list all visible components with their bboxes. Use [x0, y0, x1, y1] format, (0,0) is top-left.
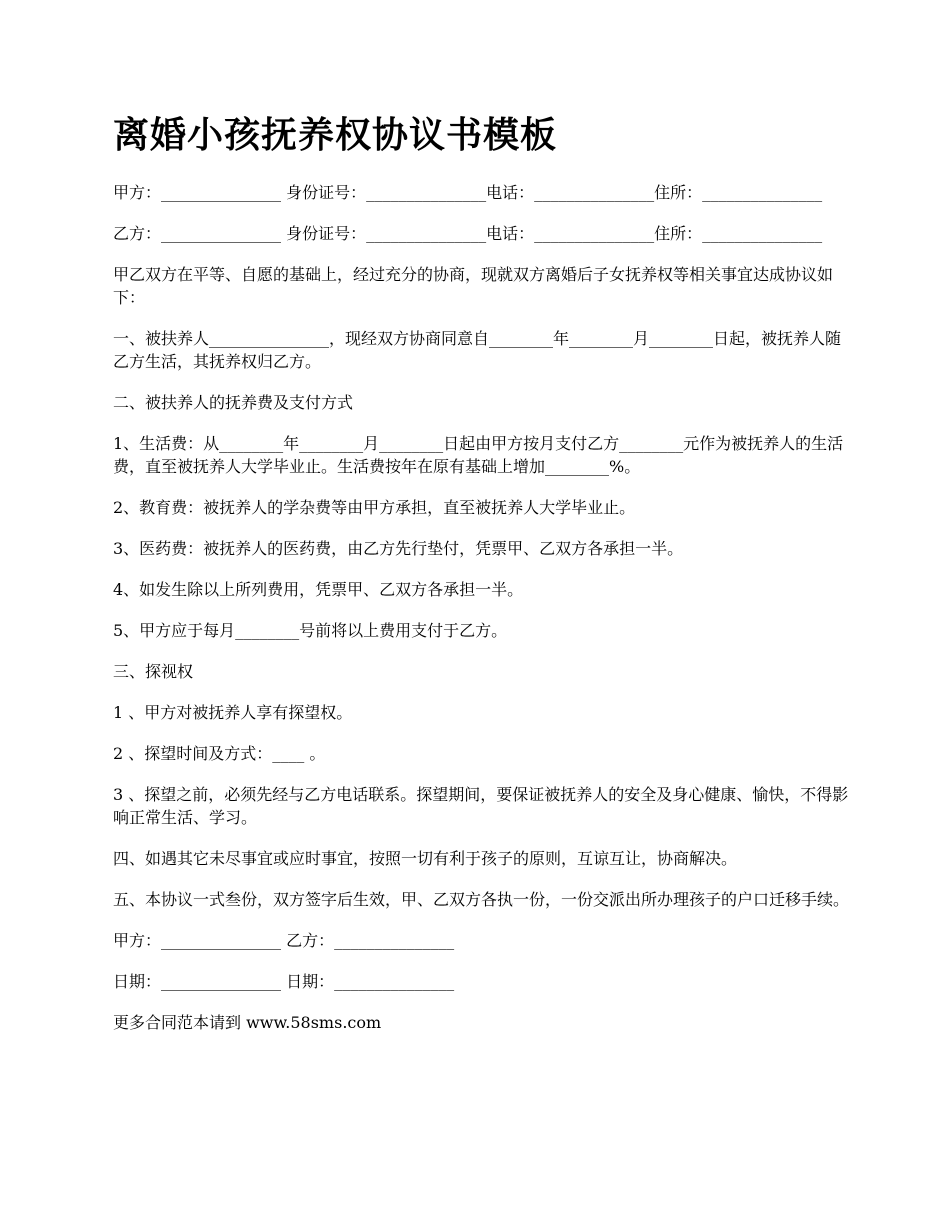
clause-1-custody: 一、被扶养人_______________，现经双方协商同意自________年________月________日起，被抚养人随乙方生活，其抚养权归乙方。 — [113, 329, 842, 371]
date-line: 日期：_______________ 日期：_______________ — [113, 972, 455, 991]
clause-3-2-visit-time: 2 、探望时间及方式：____ 。 — [113, 744, 326, 763]
document-title: 离婚小孩抚养权协议书模板 — [113, 115, 558, 156]
party-b-info: 乙方：_______________ 身份证号：_______________电话：_______________住所：_______________ — [113, 224, 823, 243]
signature-line: 甲方：_______________ 乙方：_______________ — [113, 931, 455, 950]
clause-4-other-matters: 四、如遇其它未尽事宜或应时事宜，按照一切有利于孩子的原则，互谅互让，协商解决。 — [113, 849, 738, 868]
party-a-info: 甲方：_______________ 身份证号：_______________电话：_______________住所：_______________ — [113, 183, 823, 202]
clause-5-copies: 五、本协议一式叁份，双方签字后生效，甲、乙双方各执一份，一份交派出所办理孩子的户口迁移手续。 — [113, 890, 850, 909]
clause-2-2-education: 2、教育费：被抚养人的学杂费等由甲方承担，直至被抚养人大学毕业止。 — [113, 498, 636, 517]
preamble: 甲乙双方在平等、自愿的基础上，经过充分的协商，现就双方离婚后子女抚养权等相关事宜达成协议如下： — [113, 265, 834, 307]
clause-3-heading: 三、探视权 — [113, 662, 194, 681]
clause-3-3-visit-rules: 3 、探望之前，必须先经与乙方电话联系。探望期间，要保证被抚养人的安全及身心健康、愉快，不得影响正常生活、学习。 — [113, 785, 849, 827]
footer-note: 更多合同范本请到 www.58sms.com — [113, 1013, 382, 1032]
clause-2-3-medical: 3、医药费：被抚养人的医药费，由乙方先行垫付，凭票甲、乙双方各承担一半。 — [113, 539, 684, 558]
clause-2-1-living-expenses: 1、生活费：从________年________月________日起由甲方按月支付乙方________元作为被抚养人的生活费，直至被抚养人大学毕业止。生活费按年在原有基础上增加________%。 — [113, 434, 844, 476]
clause-2-heading: 二、被扶养人的抚养费及支付方式 — [113, 393, 354, 412]
clause-2-4-other-costs: 4、如发生除以上所列费用，凭票甲、乙双方各承担一半。 — [113, 580, 524, 599]
clause-2-5-payment-date: 5、甲方应于每月________号前将以上费用支付于乙方。 — [113, 621, 508, 640]
clause-3-1-visitation-right: 1 、甲方对被抚养人享有探望权。 — [113, 703, 353, 722]
